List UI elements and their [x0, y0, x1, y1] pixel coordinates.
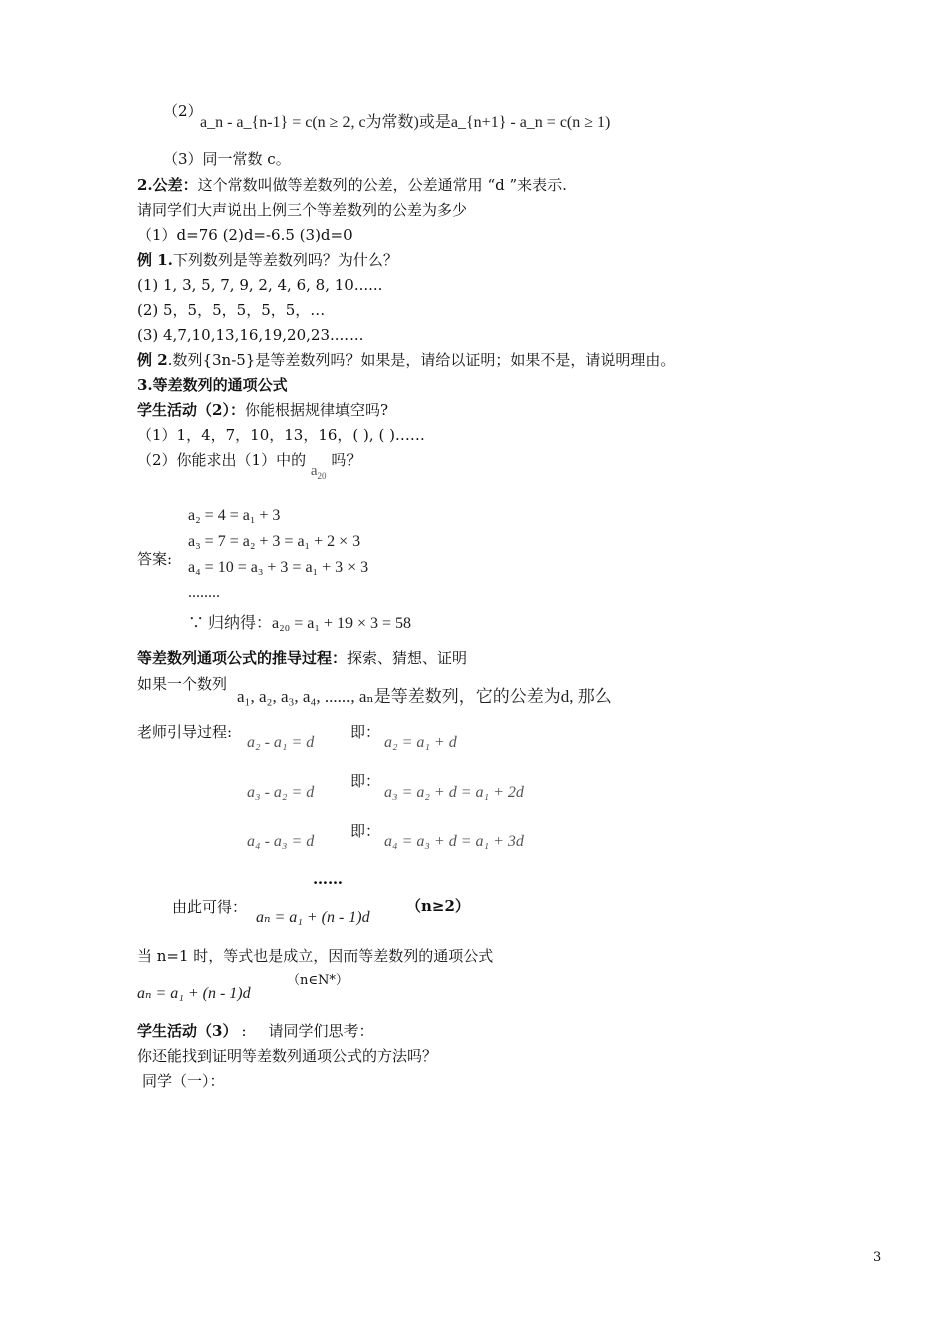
- gongcha-heading: 2.公差：: [137, 176, 198, 194]
- eq-line-2: a₃ = 7 = a₂ + 3 = a₁ + 2 × 3: [188, 533, 361, 550]
- activity2-q1: （1）1，4，7，10，13，16，( ), ( )……: [137, 426, 425, 444]
- derivation-text: 探索、猜想、证明: [347, 649, 468, 667]
- example1-text: 下列数列是等差数列吗？为什么？: [172, 251, 398, 269]
- section3-heading: 3.等差数列的通项公式: [137, 376, 288, 394]
- gongcha-line: [137, 175, 567, 195]
- activity3-heading: 学生活动（3）: [137, 1022, 238, 1040]
- if-formula: a₁, a₂, a₃, a₄, ......, aₙ是等差数列，它的公差为d, 那么: [237, 687, 612, 706]
- example2-text: .数列{3n-5}是等差数列吗？如果是，请给以证明；如果不是，请说明理由。: [167, 351, 676, 369]
- activity2-text: 你能根据规律填空吗?: [244, 401, 388, 419]
- ji-label-1: 即：: [350, 723, 381, 741]
- answers-line: （1）d=76 (2)d=-6.5 (3)d=0: [137, 226, 353, 244]
- final-condition: （n∈N*）: [287, 973, 349, 988]
- youci-label: 由此可得：: [172, 898, 248, 916]
- step2-right: a₃ = a₂ + d = a₁ + 2d: [384, 784, 524, 801]
- example2-line: [137, 350, 675, 370]
- item2-formula-text: a_n - a_{n-1} = c(n ≥ 2, c为常数)或是a_{n+1} - a_n = c(n ≥ 1): [200, 114, 611, 131]
- n1-text: 当 n=1 时，等式也是成立，因而等差数列的通项公式: [137, 947, 494, 965]
- item2-formula: [200, 109, 610, 132]
- example1-line: [137, 250, 398, 270]
- eq-line-1: a₂ = 4 = a₁ + 3: [188, 507, 281, 524]
- derivation-line: [137, 648, 467, 668]
- activity2-q2: [137, 450, 362, 481]
- example1-item-1: (1) 1, 3, 5, 7, 9, 2, 4, 6, 8, 10......: [137, 276, 383, 294]
- ask-line: 请同学们大声说出上例三个等差数列的公差为多少: [137, 201, 468, 219]
- youci-condition: （n≥2）: [406, 897, 470, 915]
- example1-heading: 例 1.: [137, 251, 173, 269]
- ji-label-3: 即：: [350, 822, 381, 840]
- student-one: 同学（一）：: [142, 1072, 225, 1090]
- item2-label: （2）: [163, 102, 203, 120]
- teacher-label: 老师引导过程:: [137, 723, 233, 741]
- activity2-q2-a: （2）你能求出（1）中的: [137, 451, 307, 469]
- eq-line-4: ........: [188, 584, 220, 601]
- eq-line-3: a₄ = 10 = a₃ + 3 = a₁ + 3 × 3: [188, 559, 369, 576]
- step1-left: a₂ - a₁ = d: [247, 734, 315, 751]
- item3-line: （3）同一常数 c。: [163, 150, 291, 168]
- example2-heading: 例 2: [137, 351, 168, 369]
- step3-left: a₄ - a₃ = d: [247, 833, 315, 850]
- question-line: 你还能找到证明等差数列通项公式的方法吗？: [137, 1047, 438, 1065]
- example1-item-2: (2) 5，5，5，5，5，5，…: [137, 301, 326, 319]
- page-number: 3: [873, 1250, 882, 1265]
- activity2-line: [137, 400, 388, 420]
- answer-label: 答案:: [137, 550, 173, 568]
- activity2-q2-b: 吗？: [331, 451, 362, 469]
- gongcha-text: 这个常数叫做等差数列的公差，公差通常用 “d ”来表示.: [197, 176, 567, 194]
- activity3-colon: :: [241, 1022, 247, 1040]
- example1-item-3: (3) 4,7,10,13,16,19,20,23.......: [137, 326, 364, 344]
- final-formula: aₙ = a₁ + (n - 1)d: [137, 985, 251, 1002]
- youci-formula: aₙ = a₁ + (n - 1)d: [256, 909, 370, 926]
- derivation-heading: 等差数列通项公式的推导过程：: [137, 649, 348, 667]
- activity3-line: [137, 1021, 374, 1041]
- step3-right: a₄ = a₃ + d = a₁ + 3d: [384, 833, 524, 850]
- a20-symbol: $a_{20}$: [310, 463, 327, 481]
- ji-label-2: 即：: [350, 772, 381, 790]
- step1-right: a₂ = a₁ + d: [384, 734, 457, 751]
- activity3-text: 请同学们思考：: [268, 1022, 374, 1040]
- activity2-heading: 学生活动（2）：: [137, 401, 245, 419]
- step2-left: a₃ - a₂ = d: [247, 784, 315, 801]
- if-text: 如果一个数列: [137, 675, 228, 693]
- continuation-dots: ……: [313, 870, 343, 888]
- eq-line-5: ∵ 归纳得：a₂₀ = a₁ + 19 × 3 = 58: [188, 615, 412, 632]
